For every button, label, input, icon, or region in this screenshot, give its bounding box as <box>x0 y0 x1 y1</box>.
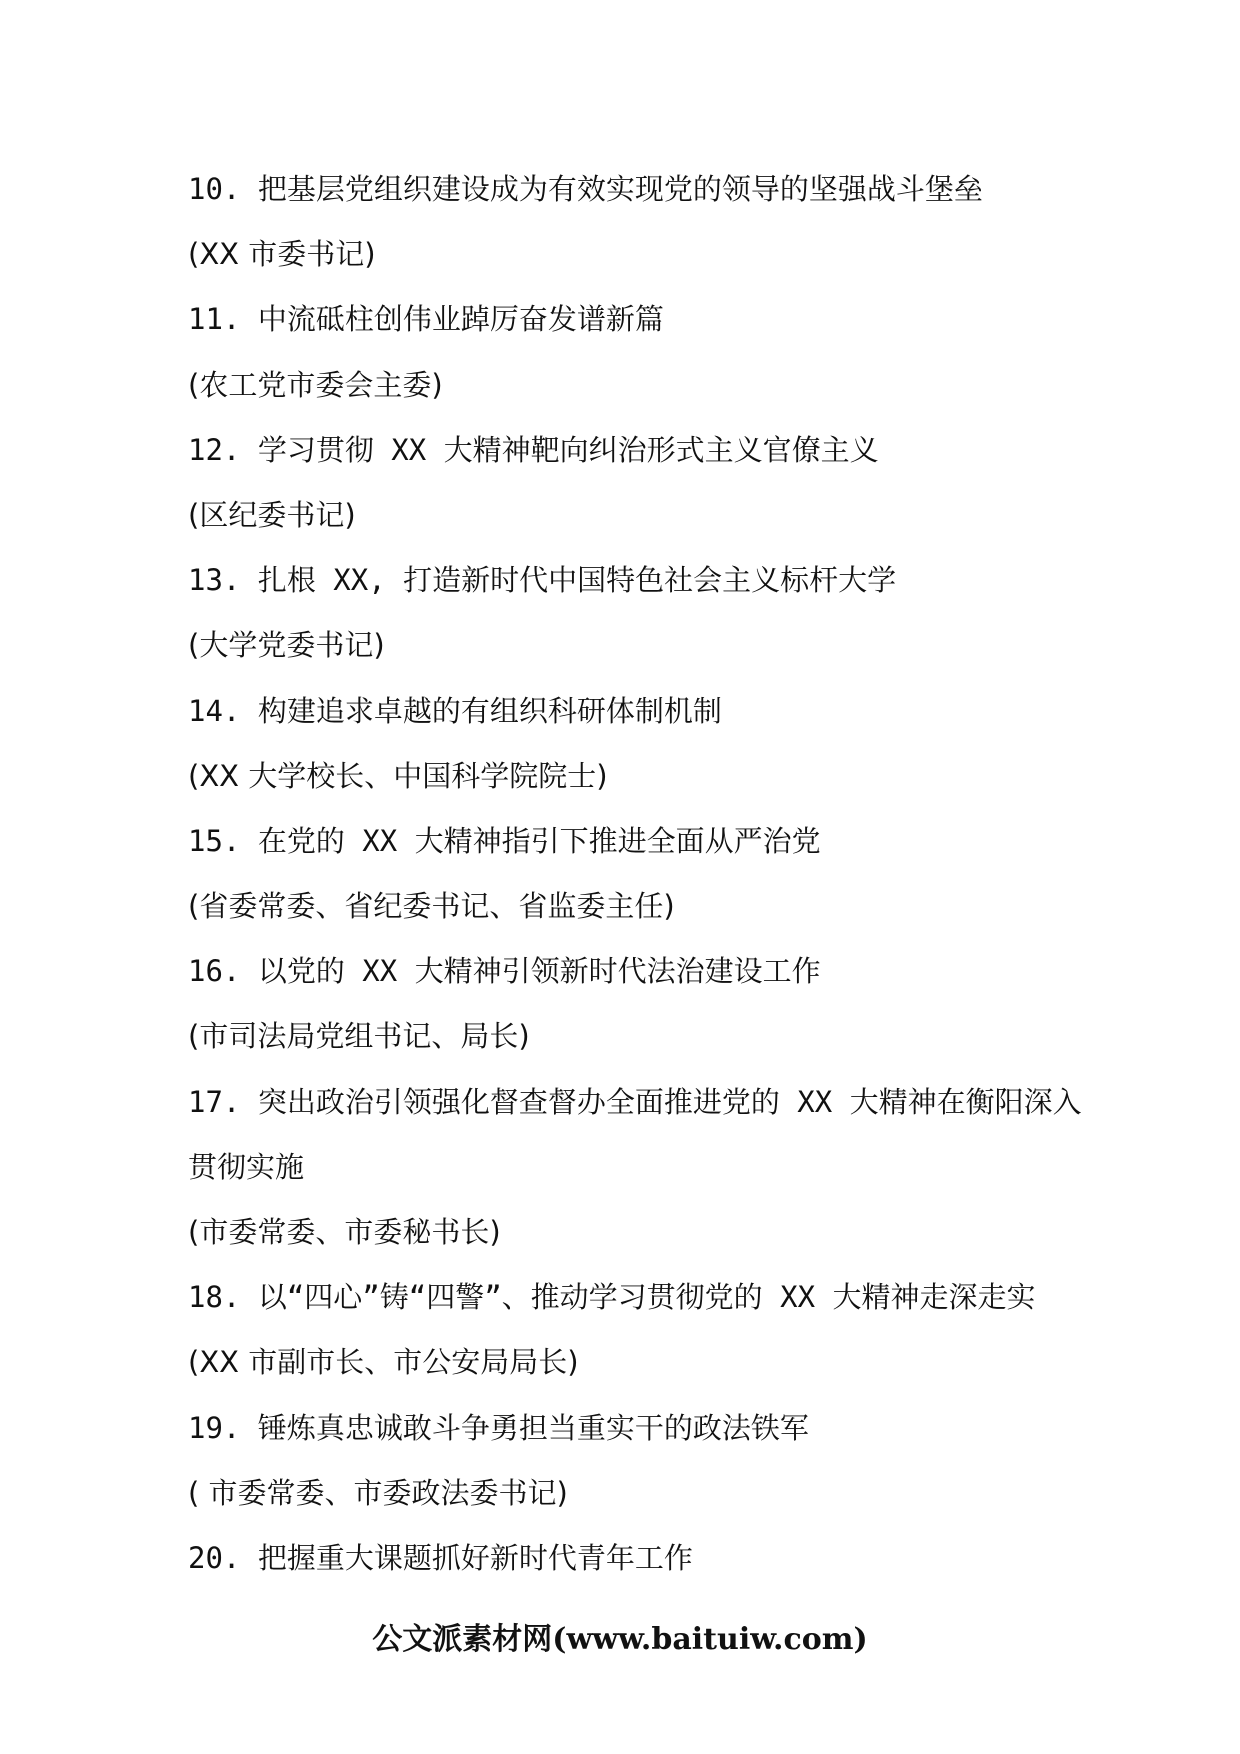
article-title-12: 12. 学习贯彻 XX 大精神靶向纠治形式主义官僚主义 <box>188 432 879 467</box>
article-title-14: 14. 构建追求卓越的有组织科研体制机制 <box>188 693 722 728</box>
article-title-17: 17. 突出政治引领强化督查督办全面推进党的 XX 大精神在衡阳深入 <box>188 1084 1082 1119</box>
article-title-10: 10. 把基层党组织建设成为有效实现党的领导的坚强战斗堡垒 <box>188 172 983 206</box>
article-author-14: (XX 大学校长、中国科学院院士) <box>188 758 608 793</box>
article-author-11: (农工党市委会主委) <box>188 367 443 402</box>
article-author-12: (区纪委书记) <box>188 497 356 532</box>
article-author-15: (省委常委、省纪委书记、省监委主任) <box>188 889 675 924</box>
article-title-13: 13. 扎根 XX, 打造新时代中国特色社会主义标杆大学 <box>188 563 897 598</box>
site-footer-watermark: 公文派素材网(www.baituiw.com) <box>372 1622 868 1657</box>
article-title-15: 15. 在党的 XX 大精神指引下推进全面从严治党 <box>188 823 821 858</box>
article-author-10: (XX 市委书记) <box>188 237 376 272</box>
article-list <box>188 169 1088 1603</box>
article-title-18: 18. 以“四心”铸“四警”、推动学习贯彻党的 XX 大精神走深走实 <box>188 1280 1036 1315</box>
article-author-16: (市司法局党组书记、局长) <box>188 1019 530 1054</box>
article-title-11: 11. 中流砥柱创伟业踔厉奋发谱新篇 <box>188 302 664 337</box>
article-author-18: (XX 市副市长、市公安局局长) <box>188 1345 579 1380</box>
article-title-19: 19. 锤炼真忠诚敢斗争勇担当重实干的政法铁军 <box>188 1410 809 1445</box>
article-title-20: 20. 把握重大课题抓好新时代青年工作 <box>188 1540 693 1575</box>
article-title-16: 16. 以党的 XX 大精神引领新时代法治建设工作 <box>188 954 821 989</box>
article-title-17-continued: 贯彻实施 <box>188 1149 305 1184</box>
article-author-13: (大学党委书记) <box>188 628 385 663</box>
article-author-17: (市委常委、市委秘书长) <box>188 1215 501 1249</box>
article-author-19: ( 市委常委、市委政法委书记) <box>188 1475 568 1510</box>
